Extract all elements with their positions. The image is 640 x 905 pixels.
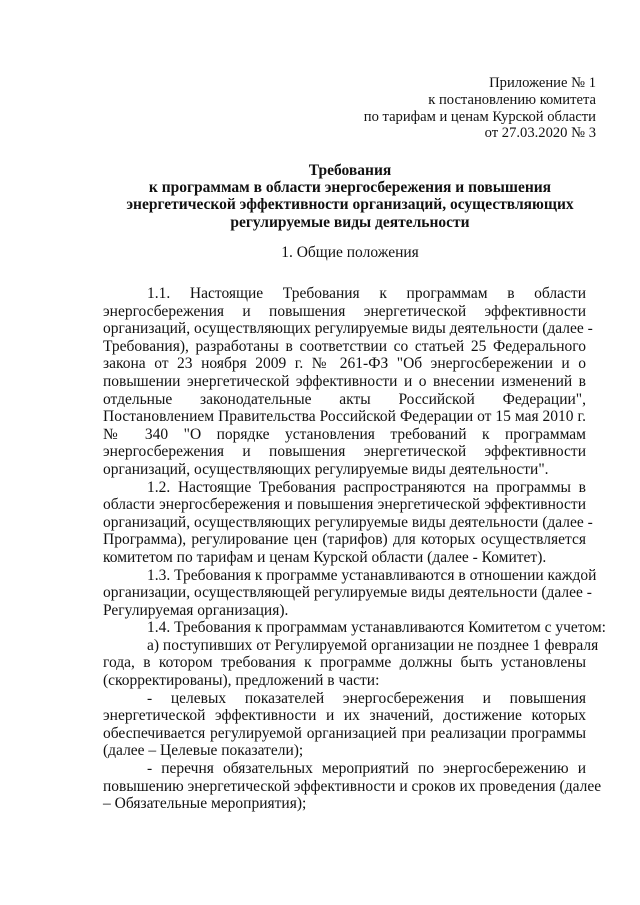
appendix-block bbox=[336, 75, 596, 142]
text-line: Программа), регулирование цен (тарифов) для которых осуществляется bbox=[103, 531, 586, 549]
text-line: Регулируемая организация). bbox=[103, 601, 289, 619]
text-line: - перечня обязательных мероприятий по энергосбережению и bbox=[147, 760, 586, 778]
text-line: организации, осуществляющей регулируемые виды деятельности (далее - bbox=[103, 584, 592, 602]
document-title bbox=[100, 162, 600, 231]
text-line: Постановлением Правительства Российской Федерации от 15 мая 2010 г. bbox=[103, 408, 586, 426]
text-line: организаций, осуществляющих регулируемые виды деятельности (далее - bbox=[103, 320, 593, 338]
text-line: а) поступивших от Регулируемой организации не позднее 1 февраля bbox=[147, 636, 599, 654]
text-line: энергетической эффективности и их значений, достижение которых bbox=[103, 707, 586, 725]
text-line: - целевых показателей энергосбережения и повышения bbox=[147, 689, 586, 707]
title-line: регулируемые виды деятельности bbox=[230, 213, 470, 231]
text-line: года, в котором требования к программе должны быть установлены bbox=[103, 654, 586, 672]
appendix-line: от 27.03.2020 № 3 bbox=[484, 125, 596, 142]
text-line: комитетом по тарифам и ценам Курской области (далее - Комитет). bbox=[103, 548, 547, 566]
text-line: закона от 23 ноября 2009 г. № 261-ФЗ "Об энергосбережении и о bbox=[103, 355, 586, 373]
text-line: № 340 "О порядке установления требований к программам bbox=[103, 425, 586, 443]
text-line: 1.4. Требования к программам устанавливаются Комитетом с учетом: bbox=[147, 619, 606, 637]
text-line: организаций, осуществляющих регулируемые виды деятельности". bbox=[103, 460, 549, 478]
text-line: отдельные законодательные акты Российской Федерации", bbox=[103, 390, 586, 408]
appendix-line: к постановлению комитета bbox=[428, 91, 596, 108]
text-line: Требования), разработаны в соответствии со статьей 25 Федерального bbox=[103, 337, 586, 355]
text-line: обеспечивается регулируемой организацией при реализации программы bbox=[103, 724, 586, 742]
title-line: энергетической эффективности организаций, осуществляющих bbox=[126, 196, 574, 214]
text-line: энергосбережения и повышения энергетической эффективности bbox=[103, 302, 586, 320]
document-body bbox=[103, 285, 606, 813]
appendix-line: по тарифам и ценам Курской области bbox=[363, 108, 596, 125]
section-heading: 1. Общие положения bbox=[281, 244, 419, 261]
text-line: – Обязательные мероприятия); bbox=[103, 795, 307, 813]
title-line: к программам в области энергосбережения и повышения bbox=[148, 179, 552, 197]
text-line: повышению энергетической эффективности и сроков их проведения (далее bbox=[103, 777, 602, 795]
title-line: Требования bbox=[308, 162, 392, 179]
text-line: 1.2. Настоящие Требования распространяются на программы в bbox=[147, 478, 586, 496]
text-line: (далее – Целевые показатели); bbox=[103, 742, 304, 760]
text-line: (скорректированы), предложений в части: bbox=[103, 672, 380, 690]
text-line: 1.3. Требования к программе устанавливаются в отношении каждой bbox=[147, 566, 597, 584]
text-line: области энергосбережения и повышения энергетической эффективности bbox=[103, 496, 586, 514]
text-line: энергосбережения и повышения энергетической эффективности bbox=[103, 443, 586, 461]
text-line: повышении энергетической эффективности и о внесении изменений в bbox=[103, 372, 586, 390]
appendix-line: Приложение № 1 bbox=[489, 75, 596, 91]
text-line: 1.1. Настоящие Требования к программам в области bbox=[147, 285, 586, 302]
text-line: организаций, осуществляющих регулируемые виды деятельности (далее - bbox=[103, 513, 593, 531]
